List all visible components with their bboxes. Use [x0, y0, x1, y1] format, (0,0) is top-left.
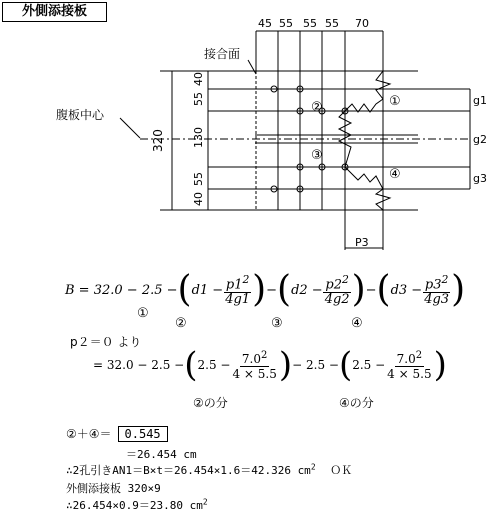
- formula-b: B = 32.0 − 2.5 − ( d1 − $\frac{p1^2}{4g1}$ ) − ( d2 − $\frac{p2^2}{4g2}$ ) − ( d3 − $\frac{p3^2}{4g3}$ ): [65, 269, 466, 310]
- top-dim-3: 55: [303, 17, 317, 30]
- left-dim-4: 55: [192, 172, 205, 186]
- circled-4: ④: [389, 167, 401, 182]
- page-title: 外側添接板: [2, 2, 107, 22]
- minus-1: −: [266, 282, 278, 298]
- eq-line: ＝26.454 cm: [126, 448, 197, 461]
- term1-d: d1 −: [191, 282, 224, 298]
- formula2-a-head: 2.5 −: [197, 358, 231, 372]
- marker-3: ③: [271, 316, 283, 331]
- minus-2: −: [365, 282, 377, 298]
- term3-d: d3 −: [390, 282, 423, 298]
- marker-2: ②: [175, 316, 187, 331]
- left-dim-3: 130: [192, 127, 205, 148]
- ok-label: ＯＫ: [330, 464, 353, 477]
- formula2-b-num: 7.0: [396, 352, 416, 366]
- final-sup: 2: [202, 497, 208, 507]
- left-dim-1: 40: [192, 72, 205, 86]
- formula2-mid: − 2.5 −: [292, 358, 339, 372]
- formula2-b-den: 4 × 5.5: [387, 367, 432, 381]
- term3-num: p3: [424, 277, 442, 293]
- top-dim-1: 45: [258, 17, 272, 30]
- formula-b-lhs: B = 32.0 − 2.5 −: [65, 282, 178, 298]
- term1-den: 4g1: [225, 291, 251, 307]
- g3-label: g3: [473, 172, 487, 185]
- top-dim-2: 55: [279, 17, 293, 30]
- g2-label: g2: [473, 133, 487, 146]
- marker-1: ①: [137, 306, 149, 321]
- term2-den: 4g2: [324, 291, 350, 307]
- marker-4: ④: [351, 316, 363, 331]
- formula2-a-num: 7.0: [241, 352, 262, 366]
- left-dim-2: 55: [192, 92, 205, 106]
- height-label: 320: [151, 129, 165, 152]
- plate-line: 外側添接板 320×9: [66, 482, 161, 495]
- circled-2: ②: [311, 100, 323, 115]
- formula2-a-den: 4 × 5.5: [232, 367, 277, 381]
- term2-d: d2 −: [291, 282, 323, 298]
- sum-line: [66, 425, 168, 442]
- final-text: ∴26.454×0.9＝23.80 cm: [66, 499, 203, 512]
- fourth-term-note: ④の分: [339, 396, 374, 410]
- area-line: [66, 462, 352, 478]
- term2-num: p2: [325, 277, 342, 293]
- circled-3: ③: [311, 148, 323, 163]
- circled-1: ①: [389, 94, 401, 109]
- top-dim-5: 70: [355, 17, 369, 30]
- sum-value-box: 0.545: [118, 426, 168, 442]
- formula2-b-head: 2.5 −: [352, 358, 386, 372]
- left-dim-5: 40: [192, 192, 205, 206]
- top-dim-4: 55: [325, 17, 339, 30]
- joint-surface-label: 接合面: [204, 47, 241, 61]
- formula-substituted: = 32.0 − 2.5 − ( 2.5 − $\frac{7.0^2}{4 \times 5.5}$ ) − 2.5 − ( 2.5 − $\frac{7.0^2}{4 \times 5.5}$ ): [93, 345, 447, 385]
- area-sup: 2: [310, 462, 316, 472]
- term1-num: p1: [225, 277, 243, 293]
- term3-den: 4g3: [424, 291, 450, 307]
- final-line: [66, 497, 208, 513]
- p2-note: p２＝０ より: [70, 335, 142, 349]
- sum-label: ②＋④＝: [66, 427, 112, 441]
- g1-label: g1: [473, 94, 487, 107]
- web-center-label: 腹板中心: [56, 108, 105, 122]
- formula2-lhs: = 32.0 − 2.5 −: [93, 358, 185, 372]
- second-term-note: ②の分: [193, 396, 228, 410]
- area-text: ∴2孔引きAN1＝B×t＝26.454×1.6＝42.326 cm: [66, 464, 311, 477]
- p3-label: P3: [355, 236, 369, 249]
